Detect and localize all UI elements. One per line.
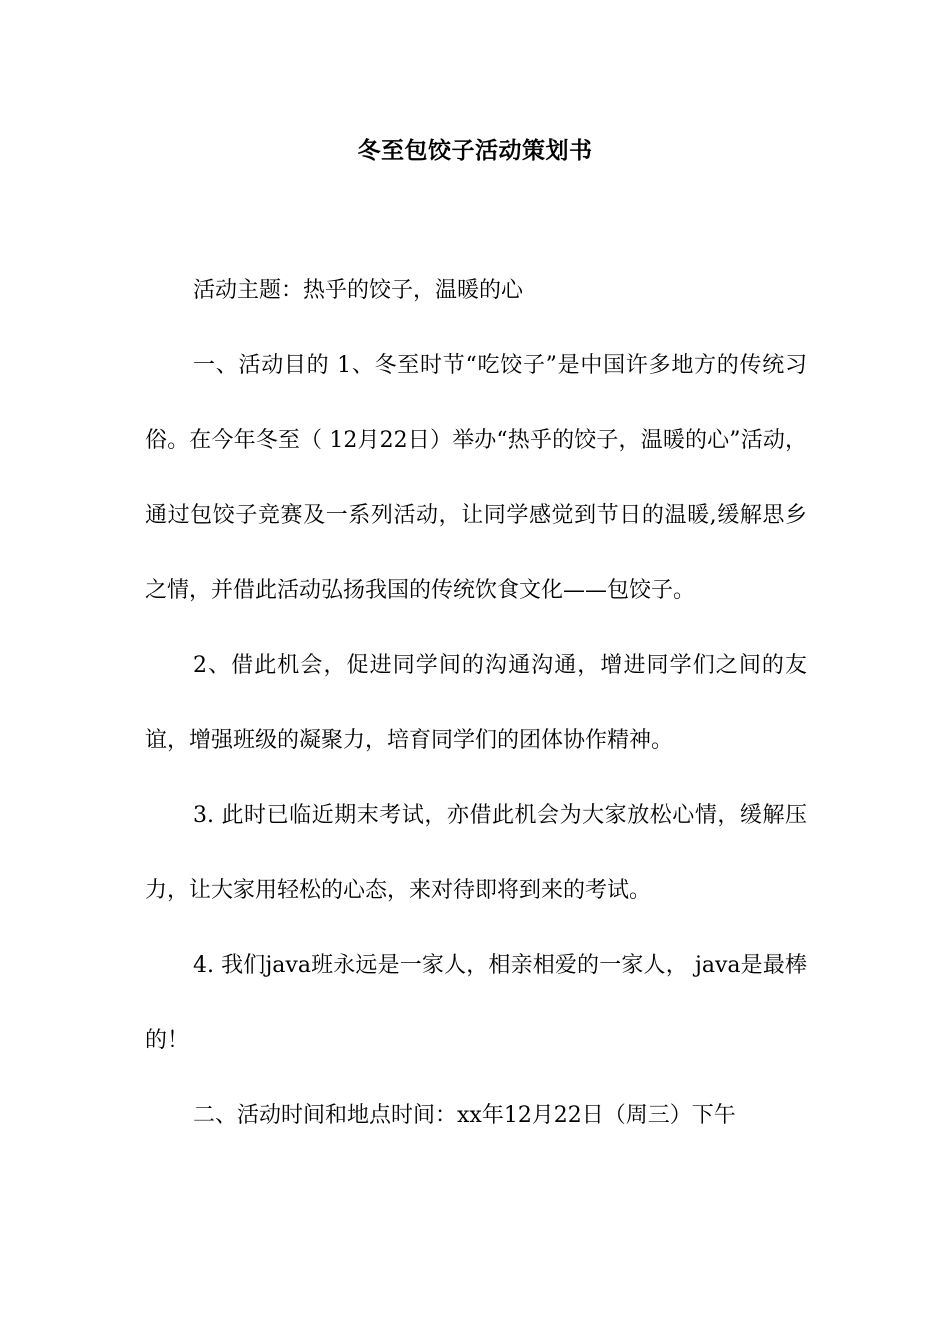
paragraph-theme: 活动主题：热乎的饺子，温暖的心 bbox=[193, 278, 524, 303]
paragraph-purpose-3: 3. 此时已临近期末考试，亦借此机会为大家放松心情，缓解压力，让大家用轻松的心态，来对待即将到来的考试。 bbox=[145, 803, 807, 903]
document-title: 冬至包饺子活动策划书 bbox=[357, 138, 593, 164]
document-body bbox=[145, 253, 807, 1153]
paragraph-time-place: 二、活动时间和地点时间：xx年12月22日（周三）下午 bbox=[193, 1103, 736, 1128]
paragraph-purpose-2: 2、借此机会，促进同学间的沟通沟通，增进同学们之间的友谊，增强班级的凝聚力，培育同学们的团体协作精神。 bbox=[145, 653, 807, 753]
paragraph-purpose-4: 4. 我们java班永远是一家人，相亲相爱的一家人， java是最棒的！ bbox=[145, 953, 807, 1053]
paragraph-purpose-1: 一、活动目的 1、冬至时节“吃饺子”是中国许多地方的传统习俗。在今年冬至（ 12月22日）举办“热乎的饺子，温暖的心”活动，通过包饺子竞赛及一系列活动，让同学感觉到节日的温暖,缓解思乡之情，并借此活动弘扬我国的传统饮食文化——包饺子。 bbox=[145, 353, 807, 603]
